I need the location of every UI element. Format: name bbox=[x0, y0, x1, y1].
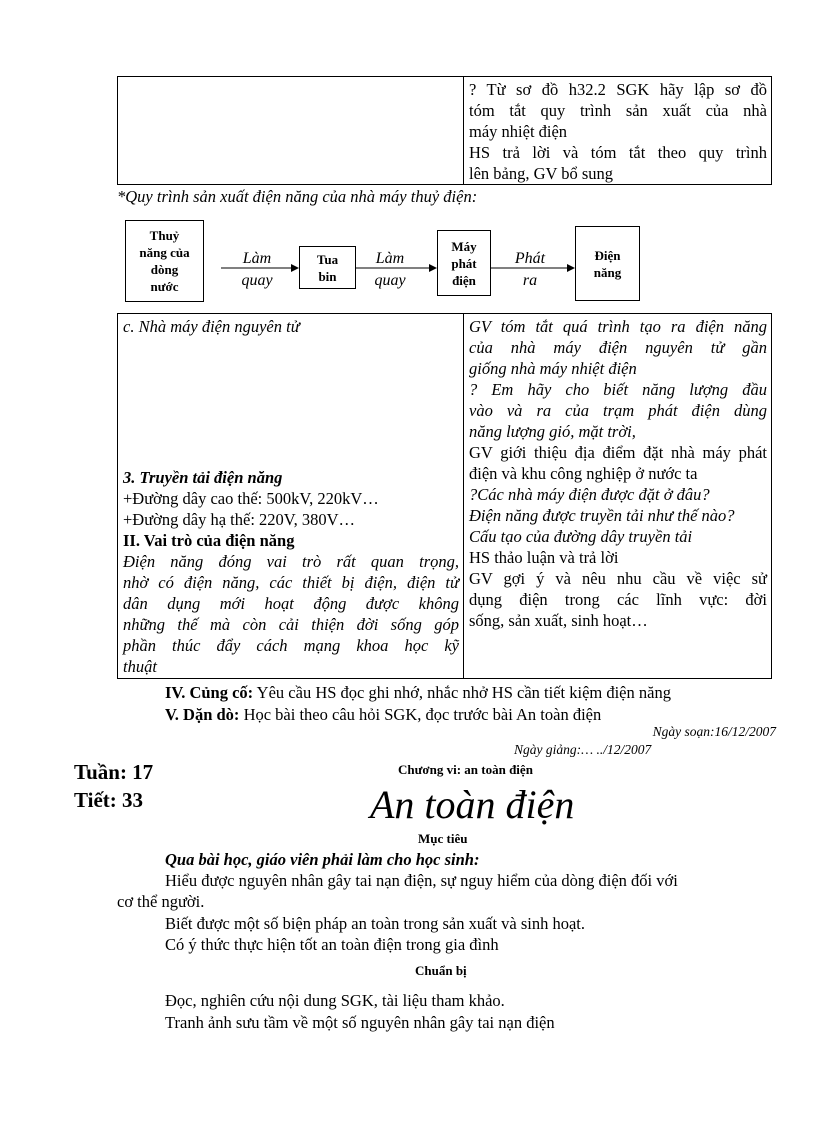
flow-box-text: điện bbox=[452, 272, 476, 288]
consolidation-line bbox=[165, 682, 671, 703]
main-table bbox=[117, 313, 772, 679]
teacher-intro-block bbox=[469, 442, 767, 484]
flow-box-text: Tua bbox=[316, 251, 339, 267]
flow-box-text: dòng bbox=[150, 262, 179, 277]
top-right-line: HS trả lời và tóm tắt theo quy trình bbox=[469, 143, 767, 162]
flow-label-text: Phát bbox=[514, 250, 546, 267]
question-block bbox=[469, 484, 767, 547]
period-label: Tiết: 33 bbox=[74, 788, 144, 812]
role-paragraph bbox=[123, 551, 459, 677]
prep-2: Tranh ảnh sưu tầm về một số nguyên nhân gây tai nạn điện bbox=[165, 1013, 555, 1032]
week-label: Tuần: 17 bbox=[74, 760, 154, 784]
objective-1-line-b: cơ thể người. bbox=[117, 892, 205, 911]
right-line: HS thảo luận và trả lời bbox=[469, 548, 619, 567]
right-line: ?Các nhà máy điện được đặt ở đâu? bbox=[469, 485, 710, 504]
flow-box-text: phát bbox=[451, 255, 477, 271]
objectives-intro: Qua bài học, giáo viên phải làm cho học sinh: bbox=[165, 850, 480, 869]
objectives-heading: Mục tiêu bbox=[418, 831, 468, 846]
flow-label-spin-2 bbox=[360, 248, 420, 292]
homework-text: Học bài theo câu hỏi SGK, đọc trước bài An toàn điện bbox=[239, 705, 602, 724]
homework-line bbox=[165, 704, 601, 725]
right-line: GV gợi ý và nêu nhu cầu về việc sử bbox=[469, 569, 767, 588]
right-line: của nhà máy điện nguyên tử gần bbox=[469, 338, 767, 357]
role-line: nhờ có điện năng, các thiết bị điện, điện tử bbox=[123, 573, 459, 592]
flow-label-text: quay bbox=[241, 272, 273, 289]
flow-box-text: Điện bbox=[594, 247, 621, 263]
transmission-heading: 3. Truyền tải điện năng bbox=[123, 468, 283, 487]
top-right-line: lên bảng, GV bổ sung bbox=[469, 164, 614, 183]
flow-box-generator bbox=[437, 230, 491, 296]
right-line: sống, sản xuất, sinh hoạt… bbox=[469, 611, 648, 630]
main-table-right-cell bbox=[464, 314, 772, 679]
date-prepared: Ngày soạn:16/12/2007 bbox=[652, 724, 776, 739]
right-line: Cấu tạo của đường dây truyền tải bbox=[469, 527, 693, 546]
consolidation-text: Yêu cầu HS đọc ghi nhớ, nhắc nhở HS cần tiết kiệm điện năng bbox=[253, 683, 671, 702]
flow-label-text: quay bbox=[374, 272, 406, 289]
flow-box-text: bin bbox=[318, 268, 337, 284]
flow-box-text: năng của bbox=[139, 245, 190, 260]
flow-box-text: Máy bbox=[451, 238, 477, 254]
objective-1 bbox=[117, 870, 773, 912]
role-line: những thế mà còn cải thiện đời sống góp bbox=[123, 615, 459, 634]
role-line: thuật bbox=[123, 657, 157, 676]
objective-2: Biết được một số biện pháp an toàn trong sản xuất và sinh hoạt. bbox=[165, 914, 586, 933]
flow-label-text: Làm bbox=[242, 250, 272, 267]
nuclear-plant-heading: c. Nhà máy điện nguyên tử bbox=[123, 317, 300, 336]
objective-3: Có ý thức thực hiện tốt an toàn điện trong gia đình bbox=[165, 935, 499, 954]
flow-box-turbine bbox=[299, 246, 356, 289]
role-line: phần thúc đẩy cách mạng khoa học kỹ bbox=[123, 636, 459, 655]
flow-label-spin-1 bbox=[222, 248, 292, 292]
role-line: Điện năng đóng vai trò rất quan trọng, bbox=[123, 552, 459, 571]
discussion-block bbox=[469, 547, 767, 631]
right-line: vào và ra của trạm phát điện dùng bbox=[469, 401, 767, 420]
hydro-caption: *Quy trình sản xuất điện năng của nhà máy thuỷ điện: bbox=[117, 187, 478, 206]
role-line: dân dụng mới hoạt động được không bbox=[123, 594, 459, 613]
flow-label-text: Làm bbox=[375, 250, 405, 267]
lesson-title: An toàn điện bbox=[370, 782, 575, 827]
chapter-label: Chương vi: an toàn điện bbox=[398, 762, 533, 777]
top-right-line: ? Từ sơ đồ h32.2 SGK hãy lập sơ đồ bbox=[469, 80, 767, 99]
top-right-line: tóm tắt quy trình sản xuất của nhà bbox=[469, 101, 767, 120]
top-right-line: máy nhiệt điện bbox=[469, 122, 568, 141]
right-line: GV giới thiệu địa điểm đặt nhà máy phát bbox=[469, 443, 767, 462]
role-heading: II. Vai trò của điện năng bbox=[123, 531, 295, 550]
flow-box-text: Thuỷ bbox=[149, 228, 180, 243]
low-voltage-line: +Đường dây hạ thế: 220V, 380V… bbox=[123, 510, 355, 529]
flow-box-hydro-energy bbox=[125, 220, 204, 302]
flow-box-electric-energy bbox=[575, 226, 640, 301]
prep-heading: Chuẩn bị bbox=[415, 963, 467, 978]
date-taught: Ngày giảng:… ../12/2007 bbox=[514, 742, 652, 757]
flow-label-text: ra bbox=[522, 272, 538, 289]
high-voltage-line: +Đường dây cao thế: 500kV, 220kV… bbox=[123, 489, 379, 508]
teacher-summary-block bbox=[469, 316, 767, 442]
right-line: năng lượng gió, mặt trời, bbox=[469, 422, 636, 441]
main-table-left-cell bbox=[118, 314, 464, 679]
homework-label: V. Dặn dò: bbox=[165, 705, 240, 724]
flow-label-produce bbox=[500, 248, 560, 292]
right-line: GV tóm tắt quá trình tạo ra điện năng bbox=[469, 317, 767, 336]
right-line: ? Em hãy cho biết năng lượng đầu bbox=[469, 380, 767, 399]
flow-box-text: nước bbox=[150, 279, 179, 294]
objective-1-line-a: Hiểu được nguyên nhân gây tai nạn điện, sự nguy hiểm của dòng điện đối với bbox=[165, 871, 678, 890]
right-line: Điện năng được truyền tải như thế nào? bbox=[469, 506, 735, 525]
right-line: giống nhà máy nhiệt điện bbox=[469, 359, 637, 378]
consolidation-label: IV. Củng cố: bbox=[165, 683, 254, 702]
flow-box-text: năng bbox=[593, 264, 622, 280]
prep-1: Đọc, nghiên cứu nội dung SGK, tài liệu tham khảo. bbox=[165, 991, 505, 1010]
right-line: điện và khu công nghiệp ở nước ta bbox=[469, 464, 698, 483]
right-line: dụng điện trong các lĩnh vực: đời bbox=[469, 590, 767, 609]
